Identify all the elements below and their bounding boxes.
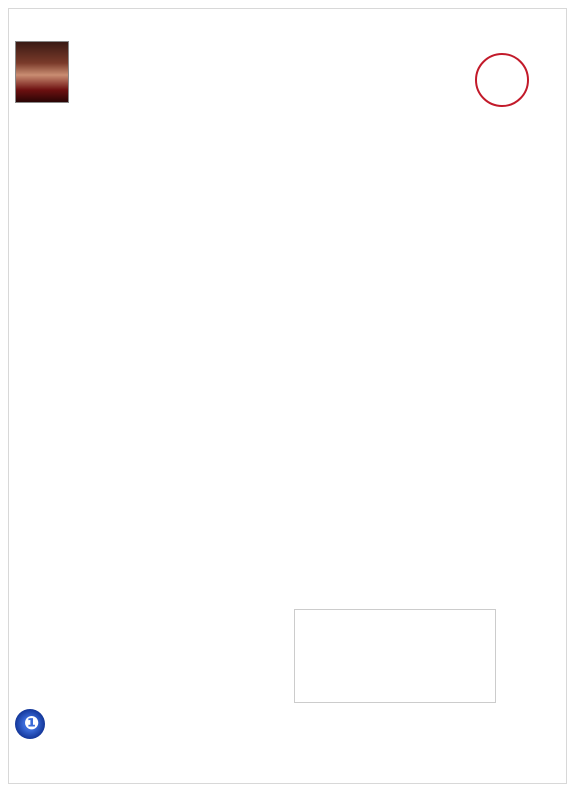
lottery-logo-icon: ❶ (15, 709, 45, 739)
zheng-ban-mark (90, 53, 123, 106)
page-title (127, 51, 457, 101)
header (9, 9, 566, 109)
portrait-photo (15, 41, 69, 103)
hk-special-box (294, 609, 496, 703)
page (8, 8, 567, 784)
official-seal (475, 53, 529, 107)
